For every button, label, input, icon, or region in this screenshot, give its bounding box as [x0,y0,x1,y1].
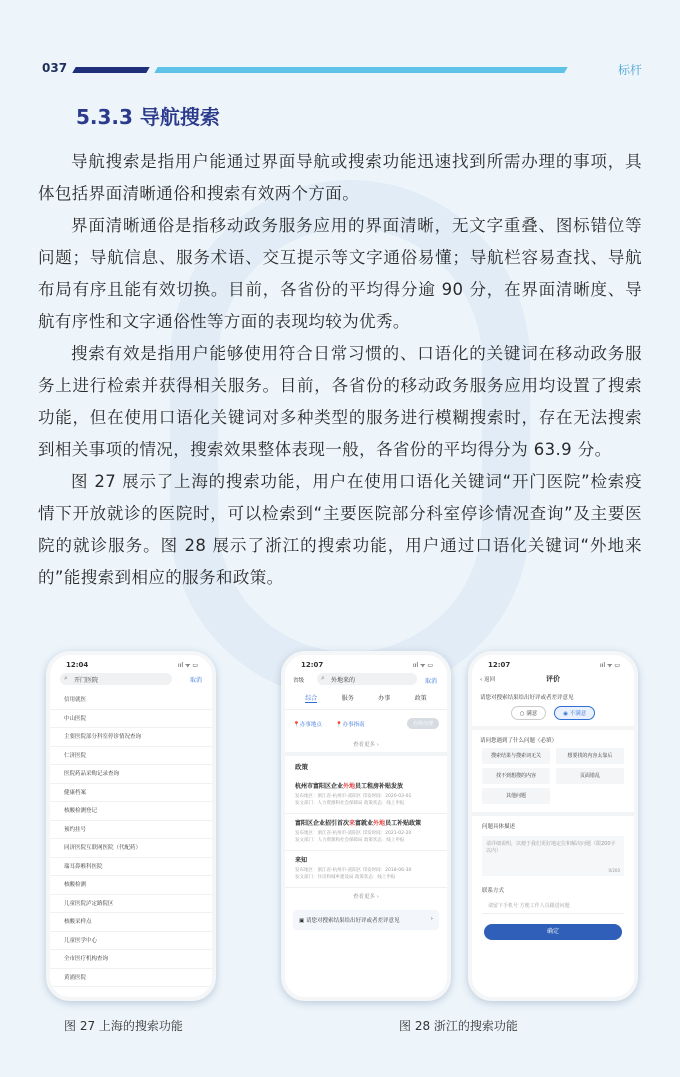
site-link[interactable]: 📍办事地点 [293,722,322,728]
list-item[interactable]: 同济医院互联网医院（代配药） [50,839,212,858]
paragraph: 导航搜索是指用户能通过界面导航或搜索功能迅速找到所需办理的事项，具体包括界面清晰通俗和搜索有效两个方面。 [38,152,642,203]
phone-shanghai [46,651,216,1001]
online-apply-button[interactable]: 在线办理 [407,718,439,729]
guide-link[interactable]: 📍办事指南 [335,722,365,728]
feedback-bar[interactable]: ▣ 请您对搜索结果给出好评或者差评意见 › [293,910,439,930]
status-time: 12:07 [488,661,511,669]
paragraph: 图 27 展示了上海的搜索功能，用户在使用口语化关键词“开门医院”检索疫情下开放就诊的医院时，可以检索到“主要医院部分科室停诊情况查询”及主要医院的就诊服务。图 28 展示了浙江的搜索功能，用户通过口语化关键词“外地来的”能搜索到相应的服务和政策。 [38,472,642,587]
status-bar [472,655,634,673]
status-time: 12:07 [301,661,324,669]
chevron-right-icon: › [430,916,433,922]
description-input[interactable]: 请详细说明，以便于我们更好地定位和解决问题（限200字以内） 0/200 [482,836,624,876]
section-title: 5.3.3 导航搜索 [76,105,220,129]
issue-option[interactable]: 页面错乱 [556,768,624,784]
back-button[interactable]: ‹ 返回 [480,677,495,683]
search-input[interactable] [60,673,172,685]
tab-all[interactable]: 综合 [305,695,318,702]
brand-label: 标杆 [617,63,642,77]
list-item[interactable]: 瑞耳鼻喉科医院 [50,858,212,877]
policy-item[interactable]: 富阳区企业招引首次来富就业外地员工补贴政策 发布地区：浙江省-杭州市-富阳区 印发时间：2021-02-20 发文部门：人力资源和社会保障局 政策状态：线上申报 [285,814,447,851]
search-input[interactable] [317,673,417,685]
list-item[interactable]: 黄浦医院 [50,969,212,988]
search-icon: ⌕ [321,674,325,682]
cancel-button[interactable]: 取消 [189,677,202,684]
header-bar-light [154,67,567,73]
tab-bar [285,687,447,710]
tab-policy[interactable]: 政策 [414,695,427,702]
policy-item[interactable]: 来知 发布地区：浙江省-杭州市-富阳区 印发时间：2018-06-30 发文部门：住房和城乡建设局 政策状态：线上申报 [285,851,447,888]
region-selector[interactable]: 省级 [293,678,305,684]
submit-button[interactable]: 确定 [484,924,622,940]
status-icons: ııl ᯤ ▭ [178,662,198,669]
figure-caption-27: 图 27 上海的搜索功能 [64,1019,183,1033]
list-item[interactable]: 全市医疗机构查询 [50,950,212,969]
list-item[interactable]: 仁济医院 [50,747,212,766]
status-icons: ııl ᯤ ▭ [600,662,620,669]
list-item[interactable]: 核酸检测 [50,876,212,895]
list-item[interactable]: 核酸采样点 [50,913,212,932]
status-bar [50,655,212,673]
list-item[interactable]: 健康档案 [50,784,212,803]
feedback-icon: ▣ [299,918,305,924]
status-bar [285,655,447,673]
satisfied-option[interactable]: ○ 满意 [511,706,547,720]
cancel-button[interactable]: 取消 [424,678,437,685]
result-list [50,691,212,987]
issue-option[interactable]: 想要找的内容太靠后 [556,748,624,764]
list-item[interactable]: 预约挂号 [50,821,212,840]
paragraph: 搜索有效是指用户能够使用符合日常习惯的、口语化的关键词在移动政务服务上进行检索并获得相关服务。目前，各省份的移动政务服务应用均设置了搜索功能，但在使用口语化关键词对多种类型的服务进行模糊搜索时，存在无法搜索到相关事项的情况，搜索效果整体表现一般，各省份的平均得分为 63.9 分。 [38,344,642,459]
list-item[interactable]: 核酸检测登记 [50,802,212,821]
page-header [0,60,680,84]
list-item[interactable]: 信用就医 [50,691,212,710]
tab-affairs[interactable]: 办事 [378,695,391,702]
policy-section-label: 政策 [295,763,308,771]
header-bar-dark [72,67,149,73]
issue-option[interactable]: 其他问题 [482,788,550,804]
phone-zhejiang-search [281,651,451,1001]
issue-question: 请问您遇到了什么问题（必填） [480,738,558,744]
description-label: 问题具体描述 [482,824,516,830]
list-item[interactable]: 儿童医学中心 [50,932,212,951]
page-number: 037 [42,61,68,75]
paragraph: 界面清晰通俗是指移动政务服务应用的界面清晰，无文字重叠、图标错位等问题；导航信息、服务术语、交互提示等文字通俗易懂；导航栏容易查找、导航布局有序且能有效切换。目前，各省份的平均得分逾 90 分，在界面清晰度、导航有序性和文字通俗性等方面的表现均较为优秀。 [38,216,642,331]
page-title: 评价 [546,675,560,683]
contact-label: 联系方式 [482,888,505,894]
issue-option[interactable]: 搜索结果与搜索词无关 [482,748,550,764]
list-item[interactable]: 中山医院 [50,710,212,729]
tab-service[interactable]: 服务 [341,695,354,702]
more-link[interactable]: 查看更多 › [353,742,379,748]
figure-caption-28: 图 28 浙江的搜索功能 [399,1019,518,1033]
list-item[interactable]: 医院药品采购记录查询 [50,765,212,784]
body-text [38,146,642,594]
status-icons: ııl ᯤ ▭ [413,662,433,669]
list-item[interactable]: 主要医院部分科室停诊情况查询 [50,728,212,747]
contact-input[interactable]: 请留下手机号 方便工作人员跟进问题 [482,898,624,914]
phone-zhejiang-evaluation [468,651,638,1001]
more-link[interactable]: 查看更多 › [353,894,379,900]
rating-prompt: 请您对搜索结果给出好评或者差评意见 [480,695,574,701]
search-icon: ⌕ [64,674,68,682]
list-item[interactable]: 儿童医院泸定路院区 [50,895,212,914]
issue-option[interactable]: 找不到想搜的内容 [482,768,550,784]
status-time: 12:04 [66,661,89,669]
policy-item[interactable]: 杭州市富阳区企业外地员工租房补贴发放 发布地区：浙江省-杭州市-富阳区 印发时间：2020-03-01 发文部门：人力资源和社会保障局 政策状态：线上申报 [285,777,447,814]
char-counter: 0/200 [608,868,620,873]
search-query: 开门医院 [74,677,99,684]
unsatisfied-option[interactable]: ◉ 不满意 [554,706,595,720]
search-query: 外地来的 [331,677,356,684]
